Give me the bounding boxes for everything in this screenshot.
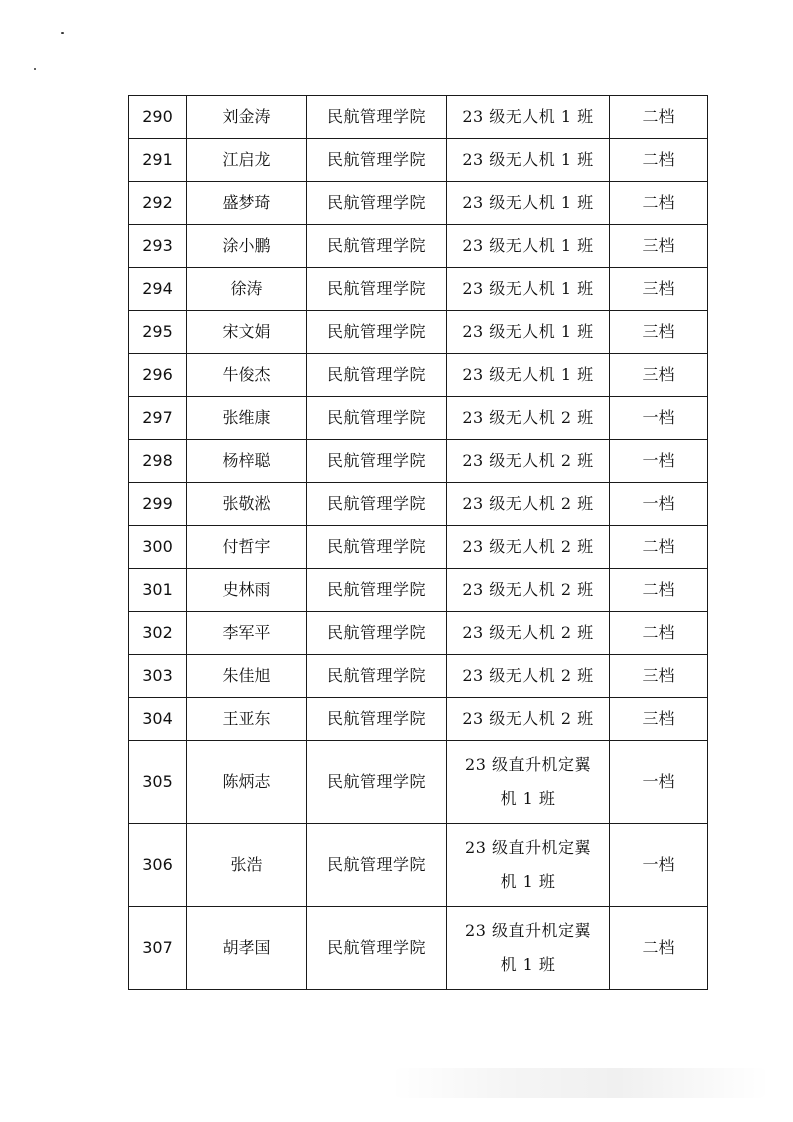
row-number: 301: [129, 569, 187, 612]
roster-table: [128, 95, 708, 990]
table-row: [129, 182, 708, 225]
student-name: 涂小鹏: [187, 225, 307, 268]
college-name: 民航管理学院: [307, 526, 447, 569]
college-name: 民航管理学院: [307, 569, 447, 612]
award-level: 三档: [610, 655, 708, 698]
class-name: 23 级无人机 2 班: [447, 655, 610, 698]
college-name: 民航管理学院: [307, 655, 447, 698]
row-number: 305: [129, 741, 187, 824]
class-name: 23 级无人机 1 班: [447, 311, 610, 354]
award-level: 二档: [610, 139, 708, 182]
class-name: 23 级无人机 2 班: [447, 698, 610, 741]
award-level: 一档: [610, 440, 708, 483]
college-name: 民航管理学院: [307, 741, 447, 824]
class-name: 23 级无人机 2 班: [447, 612, 610, 655]
college-name: 民航管理学院: [307, 612, 447, 655]
award-level: 一档: [610, 397, 708, 440]
award-level: 一档: [610, 483, 708, 526]
row-number: 296: [129, 354, 187, 397]
row-number: 300: [129, 526, 187, 569]
college-name: 民航管理学院: [307, 440, 447, 483]
row-number: 294: [129, 268, 187, 311]
student-name: 张浩: [187, 824, 307, 907]
student-name: 王亚东: [187, 698, 307, 741]
table-row: [129, 397, 708, 440]
award-level: 二档: [610, 907, 708, 990]
college-name: 民航管理学院: [307, 483, 447, 526]
award-level: 一档: [610, 741, 708, 824]
award-level: 一档: [610, 824, 708, 907]
student-name: 史林雨: [187, 569, 307, 612]
award-level: 二档: [610, 569, 708, 612]
row-number: 299: [129, 483, 187, 526]
row-number: 304: [129, 698, 187, 741]
table-row: [129, 655, 708, 698]
award-level: 二档: [610, 96, 708, 139]
college-name: 民航管理学院: [307, 268, 447, 311]
class-name: 23 级无人机 2 班: [447, 526, 610, 569]
scan-speck: [34, 68, 36, 70]
award-level: 二档: [610, 526, 708, 569]
row-number: 302: [129, 612, 187, 655]
table-row: [129, 824, 708, 907]
row-number: 307: [129, 907, 187, 990]
award-level: 三档: [610, 354, 708, 397]
class-name: 23 级无人机 1 班: [447, 354, 610, 397]
student-name: 陈炳志: [187, 741, 307, 824]
table-row: [129, 139, 708, 182]
class-name: 23 级无人机 1 班: [447, 139, 610, 182]
student-name: 江启龙: [187, 139, 307, 182]
row-number: 291: [129, 139, 187, 182]
award-level: 二档: [610, 182, 708, 225]
class-name: 23 级直升机定翼机 1 班: [465, 755, 591, 808]
class-name: 23 级直升机定翼机 1 班: [465, 838, 591, 891]
college-name: 民航管理学院: [307, 139, 447, 182]
row-number: 297: [129, 397, 187, 440]
student-name: 李军平: [187, 612, 307, 655]
student-name: 牛俊杰: [187, 354, 307, 397]
class-name: 23 级直升机定翼机 1 班: [465, 921, 591, 974]
class-name-cell: [447, 907, 610, 990]
award-level: 三档: [610, 311, 708, 354]
class-name: 23 级无人机 1 班: [447, 225, 610, 268]
table-row: [129, 569, 708, 612]
student-name: 盛梦琦: [187, 182, 307, 225]
table-row: [129, 483, 708, 526]
college-name: 民航管理学院: [307, 824, 447, 907]
student-name: 付哲宇: [187, 526, 307, 569]
class-name: 23 级无人机 2 班: [447, 483, 610, 526]
class-name: 23 级无人机 2 班: [447, 569, 610, 612]
student-name: 胡孝国: [187, 907, 307, 990]
class-name: 23 级无人机 1 班: [447, 268, 610, 311]
class-name-cell: [447, 741, 610, 824]
row-number: 290: [129, 96, 187, 139]
award-level: 三档: [610, 268, 708, 311]
college-name: 民航管理学院: [307, 397, 447, 440]
row-number: 295: [129, 311, 187, 354]
row-number: 292: [129, 182, 187, 225]
student-name: 徐涛: [187, 268, 307, 311]
row-number: 293: [129, 225, 187, 268]
student-name: 张维康: [187, 397, 307, 440]
table-row: [129, 741, 708, 824]
table-row: [129, 907, 708, 990]
row-number: 303: [129, 655, 187, 698]
class-name: 23 级无人机 2 班: [447, 440, 610, 483]
student-name: 刘金涛: [187, 96, 307, 139]
student-name: 朱佳旭: [187, 655, 307, 698]
class-name: 23 级无人机 1 班: [447, 96, 610, 139]
college-name: 民航管理学院: [307, 182, 447, 225]
award-level: 三档: [610, 225, 708, 268]
class-name-cell: [447, 824, 610, 907]
award-level: 三档: [610, 698, 708, 741]
college-name: 民航管理学院: [307, 96, 447, 139]
table-row: [129, 225, 708, 268]
student-name: 张敬淞: [187, 483, 307, 526]
table-row: [129, 612, 708, 655]
student-name: 杨梓聪: [187, 440, 307, 483]
row-number: 298: [129, 440, 187, 483]
table-row: [129, 311, 708, 354]
student-name: 宋文娟: [187, 311, 307, 354]
college-name: 民航管理学院: [307, 311, 447, 354]
award-level: 二档: [610, 612, 708, 655]
college-name: 民航管理学院: [307, 354, 447, 397]
table-row: [129, 526, 708, 569]
table-row: [129, 698, 708, 741]
class-name: 23 级无人机 2 班: [447, 397, 610, 440]
college-name: 民航管理学院: [307, 907, 447, 990]
class-name: 23 级无人机 1 班: [447, 182, 610, 225]
scan-smudge: [390, 1068, 770, 1098]
table-row: [129, 354, 708, 397]
college-name: 民航管理学院: [307, 698, 447, 741]
table-row: [129, 268, 708, 311]
table-row: [129, 96, 708, 139]
table-row: [129, 440, 708, 483]
row-number: 306: [129, 824, 187, 907]
college-name: 民航管理学院: [307, 225, 447, 268]
scan-speck: [61, 32, 64, 34]
